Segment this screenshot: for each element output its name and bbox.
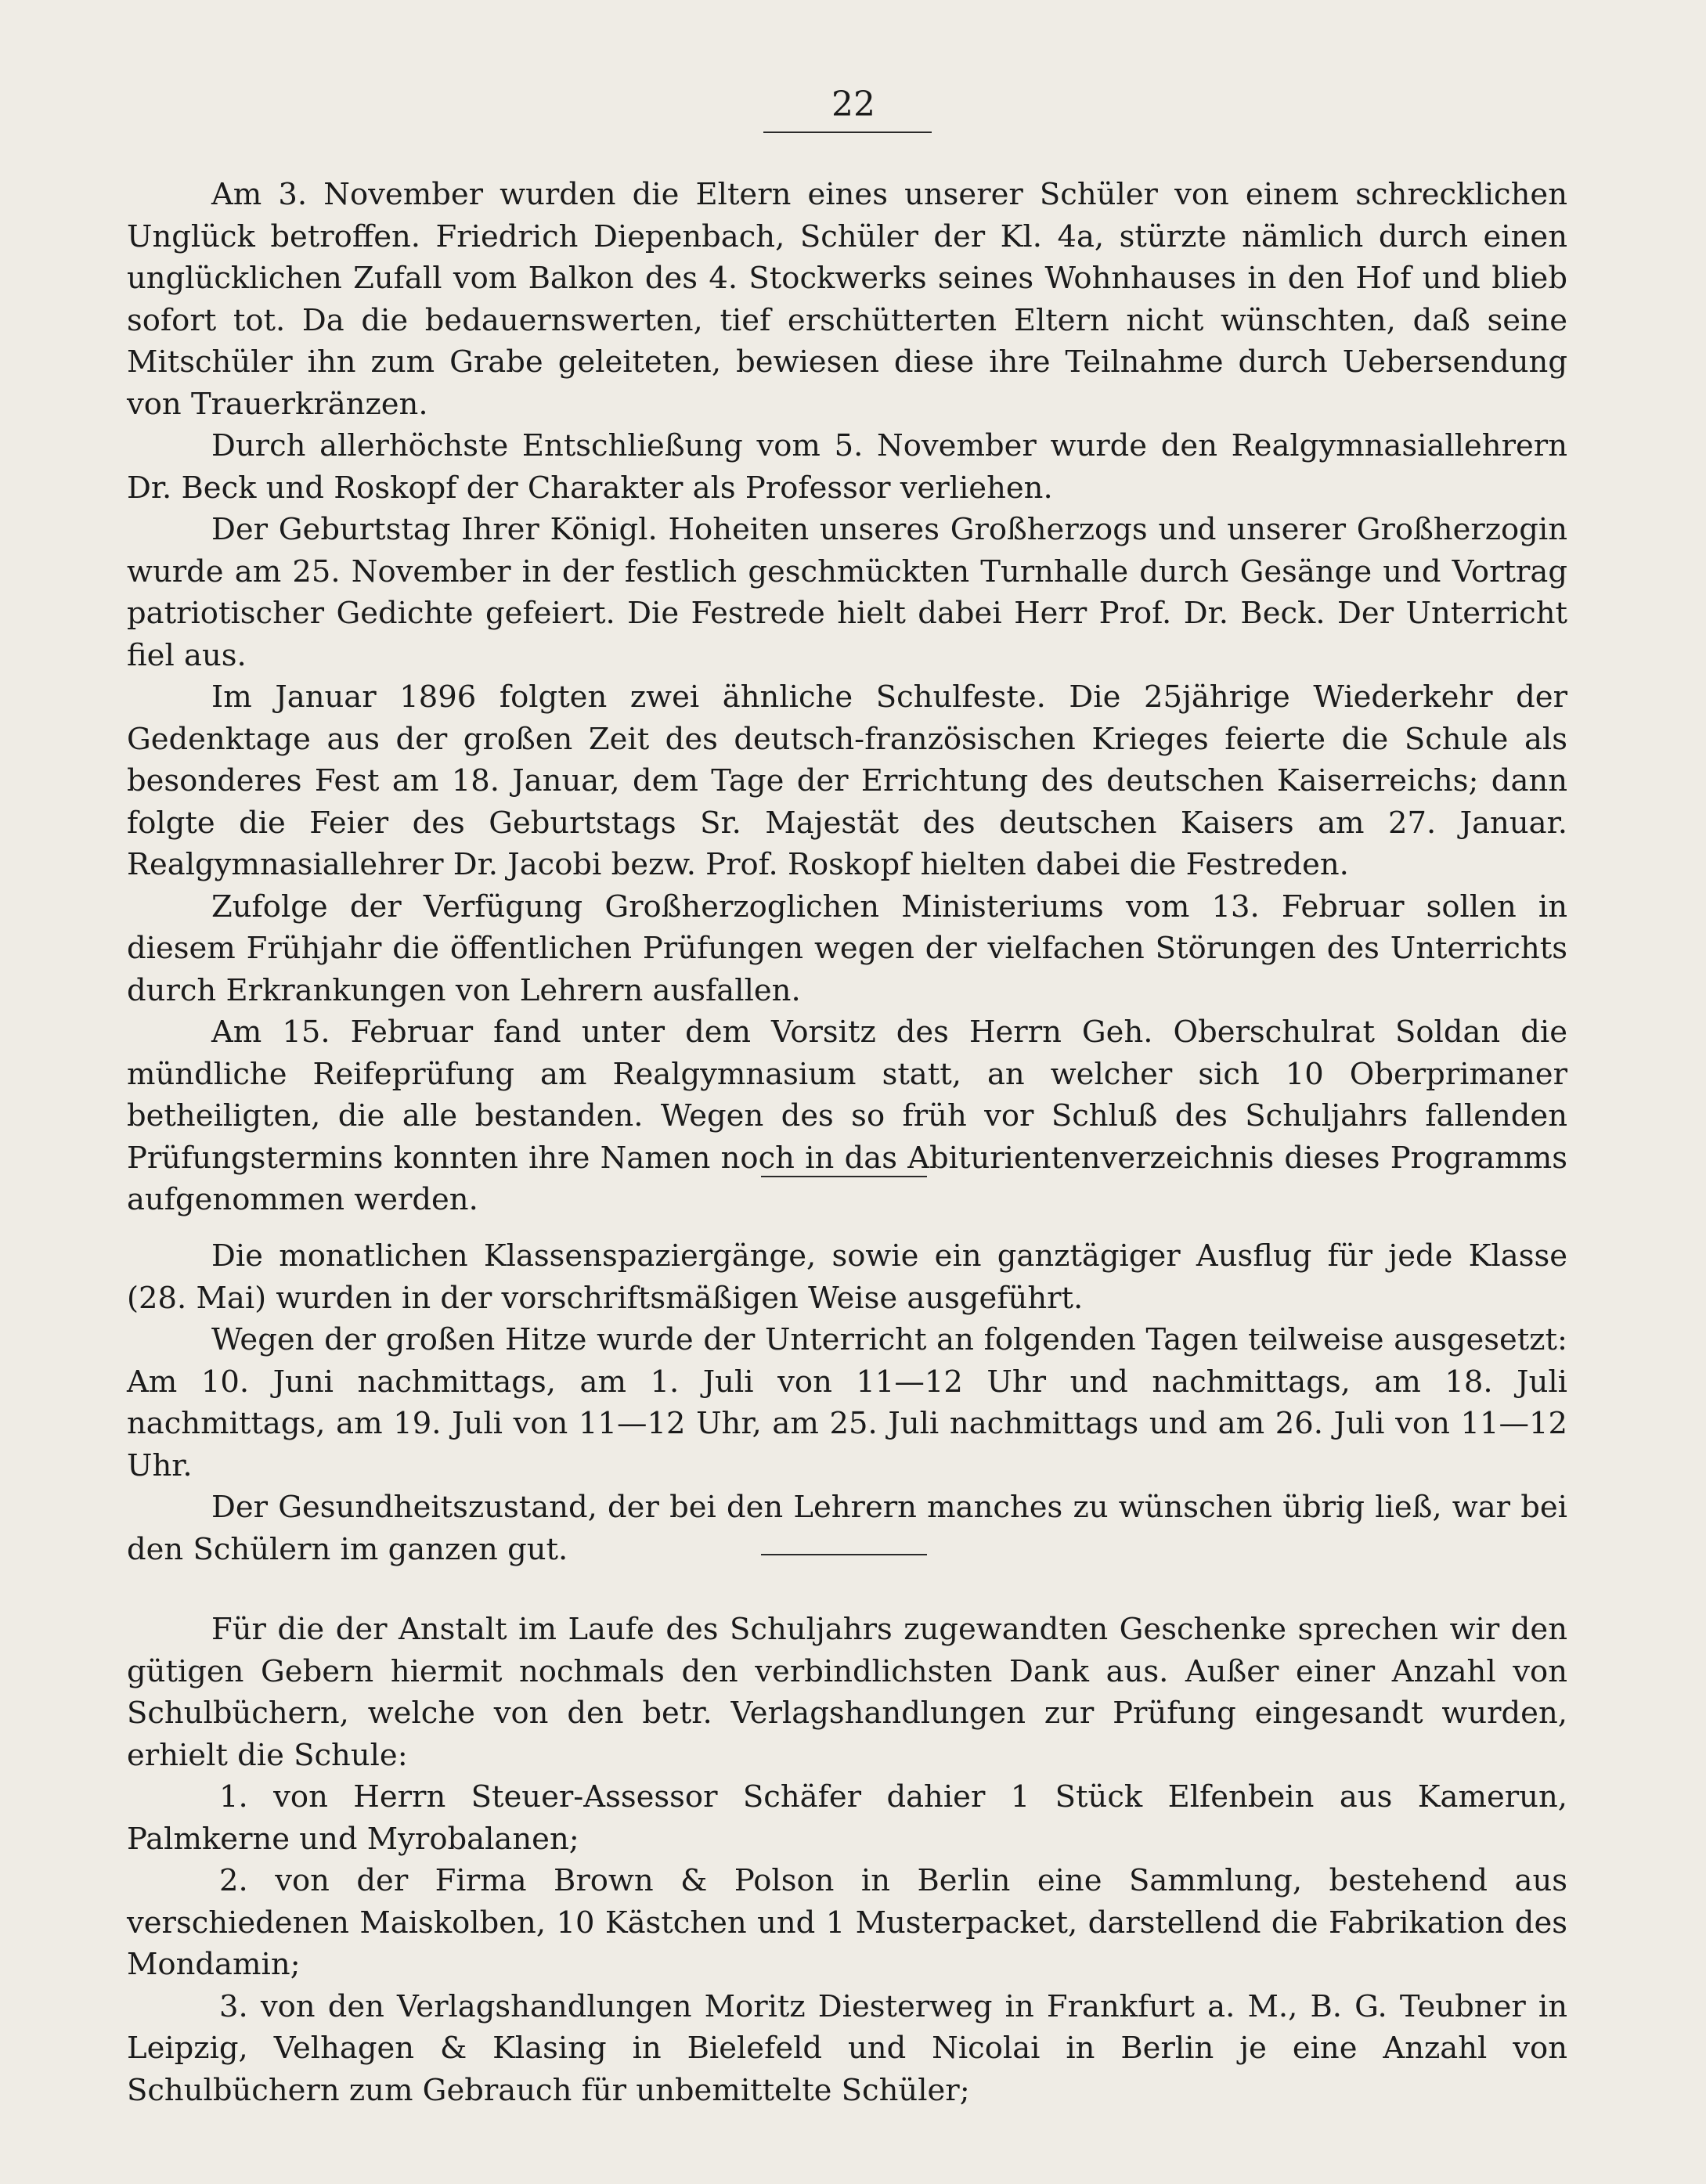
paragraph-excursions: Die monatlichen Klassenspaziergänge, sowie ein ganztägiger Ausflug für jede Klasse (28. Mai) wurden in der vorschriftsmäßigen Weise ausgeführt.: [127, 1238, 1567, 1316]
paragraph-exams-cancelled: Zufolge der Verfügung Großherzoglichen Ministeriums vom 13. Februar sollen in diesem Frühjahr die öffentlichen Prüfungen wegen der vielfachen Störungen des Unterrichts durch Erkrankungen von Lehrern ausfallen.: [127, 888, 1567, 1008]
section-divider-2: [761, 1554, 927, 1555]
chronicle-section: [127, 174, 1567, 1221]
paragraph-gifts-intro: Für die der Anstalt im Laufe des Schuljahrs zugewandten Geschenke sprechen wir den gütigen Gebern hiermit nochmals den verbindlichsten Dank aus. Außer einer Anzahl von Schulbüchern, welche von den betr. Verlagshandlungen zur Prüfung eingesandt wurden, erhielt die Schule:: [127, 1612, 1567, 1773]
paragraph-heat-holidays: Wegen der großen Hitze wurde der Unterricht an folgenden Tagen teilweise ausgesetzt: Am 10. Juni nachmittags, am 1. Juli von 11—12 Uhr und nachmittags, am 18. Juli nachmittags, am 19. Juli von 11—12 Uhr, am 25. Juli nachmittags und am 26. Juli von 11—12 Uhr.: [127, 1322, 1567, 1483]
gift-item-2: 2. von der Firma Brown & Polson in Berlin eine Sammlung, bestehend aus verschiedenen Maiskolben, 10 Kästchen und 1 Musterpacket, darstellend die Fabrikation des Mondamin;: [127, 1863, 1567, 1982]
header-rule: [763, 132, 932, 133]
paragraph-final-exam: Am 15. Februar fand unter dem Vorsitz des Herrn Geh. Oberschulrat Soldan die mündliche Reifeprüfung am Realgymnasium statt, an welcher sich 10 Oberprimaner betheiligten, die alle bestanden. Wegen des so früh vor Schluß des Schuljahrs fallenden Prüfungstermins konnten ihre Namen noch in das Abiturientenverzeichnis dieses Programms aufgenommen werden.: [127, 1015, 1567, 1217]
excursions-section: [127, 1235, 1567, 1570]
gift-item-1: 1. von Herrn Steuer-Assessor Schäfer dahier 1 Stück Elfenbein aus Kamerun, Palmkerne und Myrobalanen;: [127, 1779, 1567, 1857]
section-divider-1: [761, 1176, 927, 1177]
paragraph-accident: Am 3. November wurden die Eltern eines unserer Schüler von einem schrecklichen Unglück betroffen. Friedrich Diepenbach, Schüler der Kl. 4a, stürzte nämlich durch einen unglücklichen Zufall vom Balkon des 4. Stockwerks seines Wohnhauses in den Hof und blieb sofort tot. Da die bedauernswerten, tief erschütterten Eltern nicht wünschten, daß seine Mitschüler ihn zum Grabe geleiteten, bewiesen diese ihre Teilnahme durch Uebersendung von Trauerkränzen.: [127, 177, 1567, 422]
gift-item-3: 3. von den Verlagshandlungen Moritz Diesterweg in Frankfurt a. M., B. G. Teubner in Leipzig, Velhagen & Klasing in Bielefeld und Nicolai in Berlin je eine Anzahl von Schulbüchern zum Gebrauch für unbemittelte Schüler;: [127, 1988, 1567, 2108]
paragraph-birthday-celebration: Der Geburtstag Ihrer Königl. Hoheiten unseres Großherzogs und unserer Großherzogin wurde am 25. November in der festlich geschmückten Turnhalle durch Gesänge und Vortrag patriotischer Gedichte gefeiert. Die Festrede hielt dabei Herr Prof. Dr. Beck. Der Unterricht fiel aus.: [127, 512, 1567, 673]
page-number: 22: [831, 85, 875, 124]
gifts-section: [127, 1609, 1567, 2111]
paragraph-january-festivals: Im Januar 1896 folgten zwei ähnliche Schulfeste. Die 25jährige Wiederkehr der Gedenktage aus der großen Zeit des deutsch-französischen Krieges feierte die Schule als besonderes Fest am 18. Januar, dem Tage der Errichtung des deutschen Kaiserreichs; dann folgte die Feier des Geburtstags Sr. Majestät des deutschen Kaisers am 27. Januar. Realgymnasiallehrer Dr. Jacobi bezw. Prof. Roskopf hielten dabei die Festreden.: [127, 679, 1567, 882]
paragraph-professor-title: Durch allerhöchste Entschließung vom 5. November wurde den Realgymnasiallehrern Dr. Beck und Roskopf der Charakter als Professor verliehen.: [127, 428, 1567, 506]
paragraph-health: Der Gesundheitszustand, der bei den Lehrern manches zu wünschen übrig ließ, war bei den Schülern im ganzen gut.: [127, 1490, 1567, 1567]
